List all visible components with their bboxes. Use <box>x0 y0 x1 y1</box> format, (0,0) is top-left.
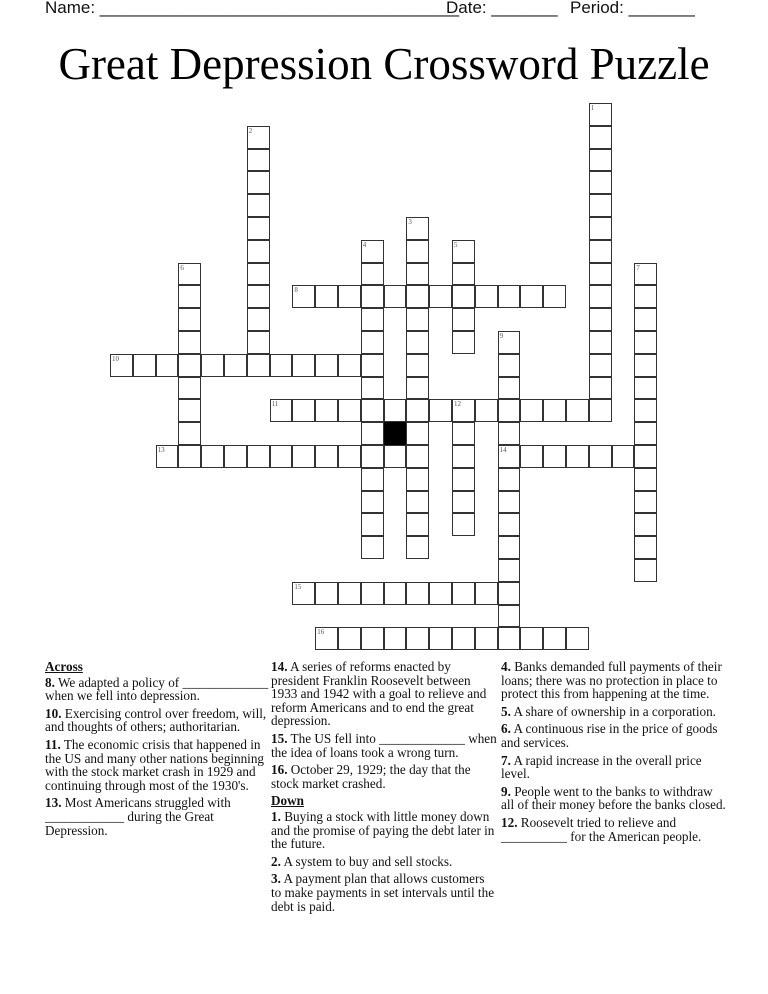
clue-across-16: 16. October 29, 1929; the day that the stock market crashed. <box>271 762 471 791</box>
grid-cell[interactable] <box>589 285 612 308</box>
grid-cell[interactable] <box>361 331 384 354</box>
clue-down-9: 9. People went to the banks to withdraw all of their money before the banks closed. <box>501 783 726 813</box>
grid-cell[interactable] <box>452 582 475 605</box>
grid-cell[interactable] <box>452 399 475 422</box>
grid-cell[interactable] <box>589 377 612 400</box>
grid-cell[interactable] <box>543 627 566 650</box>
grid-cell[interactable] <box>634 422 657 445</box>
grid-cell[interactable] <box>361 399 384 422</box>
grid-cell[interactable] <box>178 422 201 445</box>
clue-number: 15 <box>294 582 302 591</box>
grid-cell[interactable] <box>589 126 612 149</box>
grid-cell[interactable] <box>498 468 521 491</box>
grid-cell[interactable] <box>178 445 201 468</box>
grid-cell[interactable] <box>429 627 452 650</box>
grid-cell[interactable] <box>315 399 338 422</box>
grid-cell[interactable] <box>178 377 201 400</box>
grid-cell[interactable] <box>270 445 293 468</box>
grid-cell[interactable] <box>315 582 338 605</box>
grid-cell[interactable] <box>452 240 475 263</box>
grid-cell[interactable] <box>178 308 201 331</box>
grid-cell[interactable] <box>406 331 429 354</box>
grid-cell[interactable] <box>634 377 657 400</box>
grid-cell[interactable] <box>361 354 384 377</box>
grid-cell[interactable] <box>452 445 475 468</box>
clue-number: 10 <box>112 354 119 363</box>
grid-cell[interactable] <box>566 627 589 650</box>
grid-cell[interactable] <box>589 217 612 240</box>
period-field-label: Period: _______ <box>570 0 695 17</box>
grid-cell[interactable] <box>406 240 429 263</box>
grid-cell[interactable] <box>520 399 543 422</box>
grid-cell[interactable] <box>498 605 521 628</box>
grid-cell[interactable] <box>498 331 521 354</box>
grid-cell[interactable] <box>315 627 338 650</box>
grid-cell[interactable] <box>452 513 475 536</box>
grid-cell[interactable] <box>452 491 475 514</box>
page-title: Great Depression Crossword Puzzle <box>58 39 710 89</box>
clue-across-8: 8. We adapted a policy of _____________ when we fell into depression. <box>45 674 269 704</box>
clue-number: 3 <box>408 218 412 226</box>
grid-cell[interactable] <box>361 491 384 514</box>
grid-cell[interactable] <box>338 627 361 650</box>
grid-cell[interactable] <box>292 354 315 377</box>
grid-cell[interactable] <box>361 513 384 536</box>
grid-cell[interactable] <box>338 445 361 468</box>
grid-cell[interactable] <box>292 445 315 468</box>
clue-down-4: 4. Banks demanded full payments of their loans; there was no protection in place to protect this from happening at the time. <box>501 659 722 702</box>
grid-cell[interactable] <box>429 399 452 422</box>
grid-cell[interactable] <box>384 445 407 468</box>
clue-down-3: 3. A payment plan that allows customers to make payments in set intervals until the debt is paid. <box>271 871 495 914</box>
grid-cell[interactable] <box>498 422 521 445</box>
grid-cell[interactable] <box>247 331 270 354</box>
grid-cell[interactable] <box>338 582 361 605</box>
clue-across-14: 14. A series of reforms enacted by president Franklin Roosevelt between 1933 and 1942 with a goal to relieve and reform Americans and to end the great depression. <box>271 659 487 729</box>
grid-cell[interactable] <box>178 331 201 354</box>
grid-cell[interactable] <box>520 627 543 650</box>
grid-cell[interactable] <box>338 285 361 308</box>
grid-cell[interactable] <box>429 582 452 605</box>
clue-across-13: 13. Most Americans struggled with ____________ during the Great Depression. <box>45 795 231 838</box>
grid-cell[interactable] <box>589 149 612 172</box>
clue-number: 14 <box>499 446 507 454</box>
grid-cell[interactable] <box>361 240 384 263</box>
grid-cell[interactable] <box>361 308 384 331</box>
grid-cell[interactable] <box>224 354 247 377</box>
grid-cell[interactable] <box>156 354 179 377</box>
across-heading: Across <box>45 659 83 674</box>
grid-cell[interactable] <box>361 445 384 468</box>
grid-cell[interactable] <box>498 627 521 650</box>
clue-number: 8 <box>294 286 298 295</box>
grid-cell[interactable] <box>270 354 293 377</box>
grid-cell[interactable] <box>498 513 521 536</box>
clue-down-5: 5. A share of ownership in a corporation. <box>501 703 716 719</box>
clue-down-1: 1. Buying a stock with little money down and the promise of paying the debt later in the future. <box>271 808 495 852</box>
grid-cell[interactable] <box>589 263 612 286</box>
grid-cell[interactable] <box>361 627 384 650</box>
grid-cell[interactable] <box>338 354 361 377</box>
grid-cell[interactable] <box>247 354 270 377</box>
grid-cell[interactable] <box>406 445 429 468</box>
grid-cell[interactable] <box>452 263 475 286</box>
grid-cell[interactable] <box>634 491 657 514</box>
grid-cell[interactable] <box>315 354 338 377</box>
grid-cell[interactable] <box>634 399 657 422</box>
grid-cell[interactable] <box>634 513 657 536</box>
grid-cell[interactable] <box>384 627 407 650</box>
grid-cell[interactable] <box>361 468 384 491</box>
grid-cell[interactable] <box>589 240 612 263</box>
grid-cell[interactable] <box>247 308 270 331</box>
grid-cell[interactable] <box>589 103 612 126</box>
grid-cell[interactable] <box>406 627 429 650</box>
name-field-label: Name: ______________________________________ <box>45 0 460 17</box>
grid-cell[interactable] <box>292 399 315 422</box>
grid-cell[interactable] <box>247 263 270 286</box>
clue-number: 2 <box>248 126 253 135</box>
grid-cell[interactable] <box>543 285 566 308</box>
grid-cell[interactable] <box>247 240 270 263</box>
grid-cell[interactable] <box>361 377 384 400</box>
grid-cell[interactable] <box>178 263 201 286</box>
clue-down-2: 2. A system to buy and sell stocks. <box>271 853 453 869</box>
clue-across-15: 15. The US fell into _____________ when the idea of loans took a wrong turn. <box>271 730 497 760</box>
grid-cell[interactable] <box>498 582 521 605</box>
clues-column-3 <box>501 660 727 847</box>
grid-cell[interactable] <box>566 445 589 468</box>
grid-cell[interactable] <box>498 399 521 422</box>
grid-cell[interactable] <box>520 285 543 308</box>
grid-cell[interactable] <box>224 445 247 468</box>
clue-down-7: 7. A rapid increase in the overall price level. <box>501 752 702 782</box>
grid-cell[interactable] <box>406 354 429 377</box>
grid-cell[interactable] <box>452 331 475 354</box>
grid-cell[interactable] <box>543 445 566 468</box>
grid-cell[interactable] <box>384 399 407 422</box>
grid-cell[interactable] <box>178 399 201 422</box>
grid-cell[interactable] <box>520 445 543 468</box>
grid-cell[interactable] <box>270 399 293 422</box>
grid-cell[interactable] <box>498 354 521 377</box>
grid-cell[interactable] <box>384 285 407 308</box>
grid-cell[interactable] <box>406 377 429 400</box>
clue-number: 13 <box>157 446 165 454</box>
grid-cell[interactable] <box>566 399 589 422</box>
grid-cell[interactable] <box>247 126 270 149</box>
clue-number: 6 <box>180 263 184 272</box>
grid-cell[interactable] <box>543 399 566 422</box>
grid-cell[interactable] <box>156 445 179 468</box>
grid-cell[interactable] <box>589 331 612 354</box>
grid-cell[interactable] <box>315 445 338 468</box>
grid-cell[interactable] <box>498 445 521 468</box>
grid-cell[interactable] <box>589 308 612 331</box>
grid-cell[interactable] <box>452 308 475 331</box>
grid-cell[interactable] <box>498 377 521 400</box>
grid-cell[interactable] <box>361 582 384 605</box>
grid-cell[interactable] <box>475 285 498 308</box>
grid-cell[interactable] <box>634 468 657 491</box>
grid-cell[interactable] <box>452 627 475 650</box>
clue-across-11: 11. The economic crisis that happened in the US and many other nations beginning with the stock market crash in 1929 and continuing through most of the 1930's. <box>45 736 265 793</box>
clue-number: 11 <box>271 400 279 409</box>
grid-cell[interactable] <box>361 422 384 445</box>
grid-cell[interactable] <box>247 149 270 172</box>
grid-cell[interactable] <box>589 194 612 217</box>
grid-cell[interactable] <box>452 468 475 491</box>
grid-cell[interactable] <box>133 354 156 377</box>
clues-column-1 <box>45 660 270 841</box>
grid-cell[interactable] <box>247 445 270 468</box>
clues-column-2 <box>271 660 497 917</box>
grid-cell[interactable] <box>475 582 498 605</box>
grid-cell[interactable] <box>634 285 657 308</box>
grid-cell[interactable] <box>406 513 429 536</box>
date-field-label: Date: _______ <box>446 0 558 17</box>
grid-cell[interactable] <box>247 217 270 240</box>
clue-number: 4 <box>362 240 367 249</box>
grid-cell[interactable] <box>634 263 657 286</box>
clue-across-10: 10. Exercising control over freedom, will, and thoughts of others; authoritarian. <box>45 705 267 735</box>
grid-cell[interactable] <box>634 536 657 559</box>
clue-number: 9 <box>499 332 504 340</box>
grid-cell[interactable] <box>361 536 384 559</box>
grid-cell[interactable] <box>406 536 429 559</box>
grid-cell[interactable] <box>406 263 429 286</box>
grid-cell[interactable] <box>247 285 270 308</box>
grid-cell[interactable] <box>361 263 384 286</box>
grid-cell[interactable] <box>406 399 429 422</box>
grid-cell[interactable] <box>406 491 429 514</box>
grid-cell[interactable] <box>429 285 452 308</box>
grid-cell[interactable] <box>406 468 429 491</box>
grid-cell[interactable] <box>201 354 224 377</box>
grid-cell[interactable] <box>498 491 521 514</box>
grid-cell[interactable] <box>452 422 475 445</box>
grid-cell[interactable] <box>498 536 521 559</box>
grid-cell[interactable] <box>178 354 201 377</box>
clue-number: 1 <box>590 104 595 112</box>
grid-cell[interactable] <box>452 285 475 308</box>
clue-number: 12 <box>454 400 461 409</box>
grid-cell[interactable] <box>178 285 201 308</box>
clue-number: 16 <box>317 628 325 637</box>
grid-cell[interactable] <box>247 194 270 217</box>
grid-cell[interactable] <box>589 354 612 377</box>
clue-number: 5 <box>454 240 458 249</box>
grid-cell[interactable] <box>475 399 498 422</box>
grid-cell[interactable] <box>338 399 361 422</box>
grid-cell[interactable] <box>634 354 657 377</box>
down-heading: Down <box>271 793 304 809</box>
clue-down-6: 6. A continuous rise in the price of goods and services. <box>501 721 718 750</box>
grid-cell[interactable] <box>634 559 657 582</box>
grid-cell[interactable] <box>475 627 498 650</box>
grid-cell[interactable] <box>315 285 338 308</box>
grid-cell[interactable] <box>498 559 521 582</box>
clue-down-12: 12. Roosevelt tried to relieve and __________ for the American people. <box>501 814 702 844</box>
grid-cell[interactable] <box>406 308 429 331</box>
grid-cell[interactable] <box>634 308 657 331</box>
grid-cell[interactable] <box>384 582 407 605</box>
grid-cell[interactable] <box>498 285 521 308</box>
clue-number: 7 <box>636 263 640 272</box>
grid-cell[interactable] <box>361 285 384 308</box>
grid-cell[interactable] <box>612 445 635 468</box>
grid-cell[interactable] <box>589 445 612 468</box>
grid-cell[interactable] <box>406 582 429 605</box>
grid-cell[interactable] <box>201 445 224 468</box>
grid-cell[interactable] <box>589 171 612 194</box>
grid-cell[interactable] <box>110 354 133 377</box>
grid-cell[interactable] <box>292 285 315 308</box>
black-cell <box>384 422 407 445</box>
grid-cell[interactable] <box>589 399 612 422</box>
grid-cell[interactable] <box>406 285 429 308</box>
grid-cell[interactable] <box>406 217 429 240</box>
grid-cell[interactable] <box>634 445 657 468</box>
grid-cell[interactable] <box>634 331 657 354</box>
grid-cell[interactable] <box>292 582 315 605</box>
grid-cell[interactable] <box>247 171 270 194</box>
grid-cell[interactable] <box>406 422 429 445</box>
